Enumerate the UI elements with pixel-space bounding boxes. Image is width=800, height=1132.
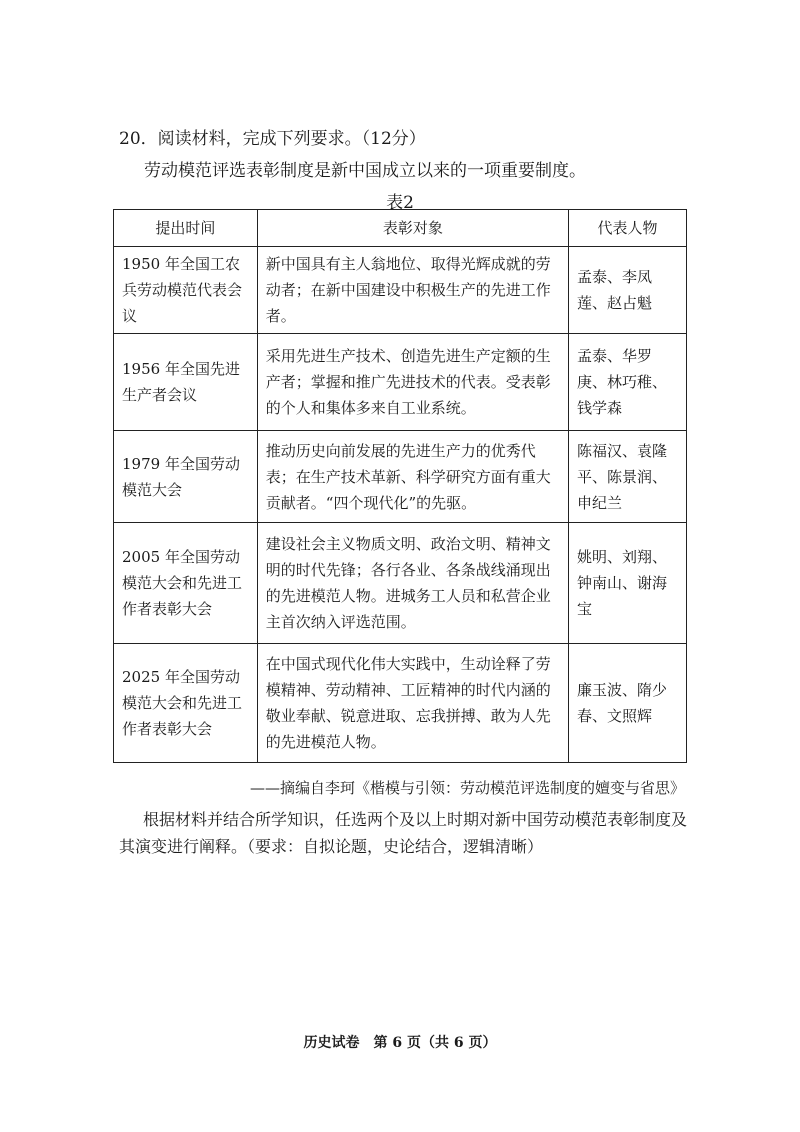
question-intro: 劳动模范评选表彰制度是新中国成立以来的一项重要制度。	[144, 161, 586, 181]
cell-time: 1956 年全国先进生产者会议	[114, 334, 258, 431]
table-row	[114, 644, 687, 763]
cell-people: 姚明、刘翔、钟南山、谢海宝	[568, 523, 686, 644]
cell-target: 在中国式现代化伟大实践中，生动诠释了劳模精神、劳动精神、工匠精神的时代内涵的敬业奉献、锐意进取、忘我拼搏、敢为人先的先进模范人物。	[257, 644, 568, 763]
cell-target: 采用先进生产技术、创造先进生产定额的生产者；掌握和推广先进技术的代表。受表彰的个人和集体多来自工业系统。	[257, 334, 568, 431]
cell-people: 廉玉波、隋少春、文照辉	[568, 644, 686, 763]
page-footer: 历史试卷 第 6 页（共 6 页）	[303, 1035, 497, 1051]
header-people: 代表人物	[568, 210, 686, 247]
cell-people: 孟泰、华罗庚、林巧稚、钱学森	[568, 334, 686, 431]
table-row	[114, 247, 687, 334]
labor-model-table	[113, 209, 687, 763]
cell-target: 推动历史向前发展的先进生产力的优秀代表；在生产技术革新、科学研究方面有重大贡献者。“四个现代化”的先驱。	[257, 431, 568, 523]
cell-target: 新中国具有主人翁地位、取得光辉成就的劳动者；在新中国建设中积极生产的先进工作者。	[257, 247, 568, 334]
table-row	[114, 334, 687, 431]
cell-people: 陈福汉、袁隆平、陈景润、申纪兰	[568, 431, 686, 523]
cell-time: 2005 年全国劳动模范大会和先进工作者表彰大会	[114, 523, 258, 644]
header-time: 提出时间	[114, 210, 258, 247]
source-citation: ——摘编自李珂《楷模与引领：劳动模范评选制度的嬗变与省思》	[249, 779, 685, 797]
table-row	[114, 523, 687, 644]
table-header-row	[114, 210, 687, 247]
cell-time: 1950 年全国工农兵劳动模范代表会议	[114, 247, 258, 334]
cell-time: 2025 年全国劳动模范大会和先进工作者表彰大会	[114, 644, 258, 763]
header-target: 表彰对象	[257, 210, 568, 247]
question-title: 20．阅读材料，完成下列要求。（12分）	[119, 129, 426, 149]
cell-target: 建设社会主义物质文明、政治文明、精神文明的时代先锋；各行各业、各条战线涌现出的先进模范人物。进城务工人员和私营企业主首次纳入评选范围。	[257, 523, 568, 644]
task-instructions: 根据材料并结合所学知识，任选两个及以上时期对新中国劳动模范表彰制度及其演变进行阐释。（要求：自拟论题，史论结合，逻辑清晰）	[119, 810, 688, 856]
cell-time: 1979 年全国劳动模范大会	[114, 431, 258, 523]
cell-people: 孟泰、李凤莲、赵占魁	[568, 247, 686, 334]
table-row	[114, 431, 687, 523]
table-caption: 表2	[386, 193, 414, 213]
